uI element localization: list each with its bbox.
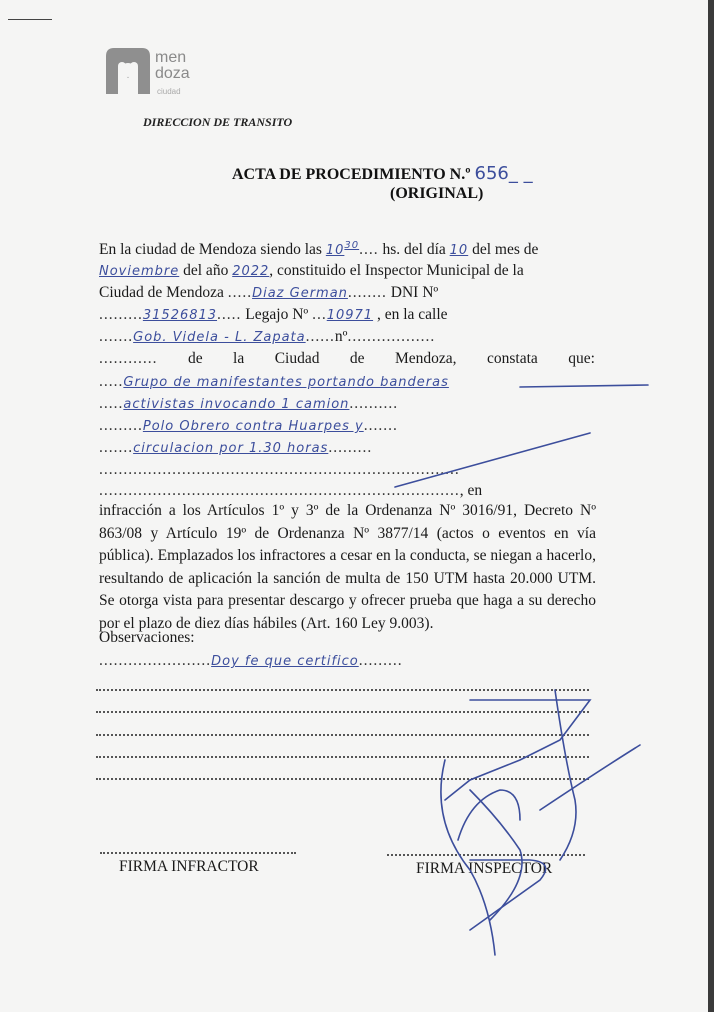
text: la — [233, 350, 245, 367]
form-line-3: Ciudad de Mendoza .....Diaz German........ DNI Nº — [99, 284, 439, 301]
observation-line-5 — [96, 755, 589, 758]
text: Ciudad — [274, 350, 320, 367]
minutes-value: 30 — [344, 240, 360, 251]
mendoza-logo-icon — [102, 46, 154, 96]
title-label: ACTA DE PROCEDIMIENTO N.º — [232, 166, 471, 183]
year-value: 2022 — [232, 264, 270, 279]
dni-value: 31526813 — [142, 308, 218, 323]
legajo-value: 10971 — [326, 308, 374, 323]
facts-text: circulacion por 1.30 horas — [133, 441, 329, 456]
infractor-signature-line — [100, 851, 296, 854]
logo-wordmark — [155, 50, 190, 82]
facts-text: activistas invocando 1 camion — [123, 397, 350, 412]
facts-text: Grupo de manifestantes portando banderas — [123, 375, 449, 390]
facts-line-2: .....activistas invocando 1 camion.......... — [99, 395, 399, 412]
text: , constituido el Inspector Municipal de la — [269, 262, 524, 279]
copy-label: (ORIGINAL) — [390, 185, 484, 202]
form-line-1: En la ciudad de Mendoza siendo las $10^{30}$.... hs. del día 10 del mes de — [99, 240, 539, 259]
text: del mes de — [472, 241, 539, 259]
street-value: Gob. Videla - L. Zapata — [133, 330, 306, 345]
day-value: 10 — [449, 243, 469, 259]
observation-line-6 — [96, 777, 589, 780]
text: que: — [568, 350, 595, 367]
facts-line-3: .........Polo Obrero contra Huarpes y....... — [99, 417, 398, 434]
month-value: Noviembre — [99, 264, 180, 279]
form-line-2 — [99, 262, 599, 280]
text: DNI Nº — [390, 284, 439, 301]
logo-line-1: men — [155, 49, 187, 66]
facts-text: Polo Obrero contra Huarpes y — [142, 419, 364, 434]
text: , en la calle — [376, 306, 448, 323]
mendoza-logo — [102, 46, 222, 98]
facts-line-4: .......circulacion por 1.30 horas......... — [99, 439, 373, 456]
document-title: ACTA DE PROCEDIMIENTO N.º 656_ _ — [232, 163, 533, 184]
text: Mendoza, — [395, 350, 457, 367]
observation-text: Doy fe que certifico — [211, 654, 359, 669]
inspector-signature-label: FIRMA INSPECTOR — [416, 860, 553, 877]
facts-line-1: .....Grupo de manifestantes portando banderas — [99, 373, 449, 390]
facts-line-6: .........................................................................., en — [99, 482, 483, 499]
logo-line-2: doza — [155, 65, 190, 82]
text: En la ciudad de Mendoza siendo las — [99, 241, 322, 259]
text: de — [349, 350, 365, 367]
legal-text: infracción a los Artículos 1º y 3º de la Ordenanza Nº 3016/91, Decreto Nº 863/08 y Artículo 19º de Ordenanza Nº 3877/14 (actos o eventos en vía pública). Emplazados los infractores a cesar en la conducta, se niegan a hacerlo, resultando de aplicación la sanción de multa de 150 UTM hasta 20.000 UTM. Se otorga vista para presentar descargo y ofrecer prueba que haga a su derecho por el plazo de diez días hábiles (Art. 160 Ley 9.003). — [99, 502, 596, 632]
observation-line-1: .......................Doy fe que certifico......... — [99, 652, 403, 669]
facts-line-5: .......................................................................... — [99, 461, 460, 478]
inspector-name: Diaz German — [252, 286, 348, 301]
page-edge-shadow — [708, 0, 714, 1012]
form-line-6: ............ de la Ciudad de Mendoza, constata que: — [99, 350, 595, 367]
inspector-signature-line — [387, 853, 585, 856]
observation-line-4 — [96, 733, 589, 736]
corner-mark — [8, 19, 52, 20]
act-number: 656 — [474, 163, 509, 184]
text: nº — [334, 328, 348, 345]
form-line-4: .........31526813..... Legajo Nº ...10971 , en la calle — [99, 306, 448, 323]
observation-line-2 — [96, 688, 589, 691]
text: Ciudad de Mendoza — [99, 284, 224, 301]
hour-value: 10 — [325, 243, 345, 259]
text: , en — [459, 482, 483, 499]
text: del año — [183, 262, 229, 279]
text: de — [187, 350, 203, 367]
text: Legajo Nº — [245, 306, 309, 323]
form-line-5: .......Gob. Videla - L. Zapata......nº.................. — [99, 328, 436, 345]
department-label: DIRECCION DE TRANSITO — [143, 115, 293, 129]
text: hs. del día — [382, 241, 446, 259]
text: constata — [487, 350, 538, 367]
observations-label: Observaciones: — [99, 629, 195, 646]
infractor-signature-label: FIRMA INFRACTOR — [119, 858, 259, 875]
logo-subline: ciudad — [157, 87, 181, 96]
observation-line-3 — [96, 710, 589, 713]
